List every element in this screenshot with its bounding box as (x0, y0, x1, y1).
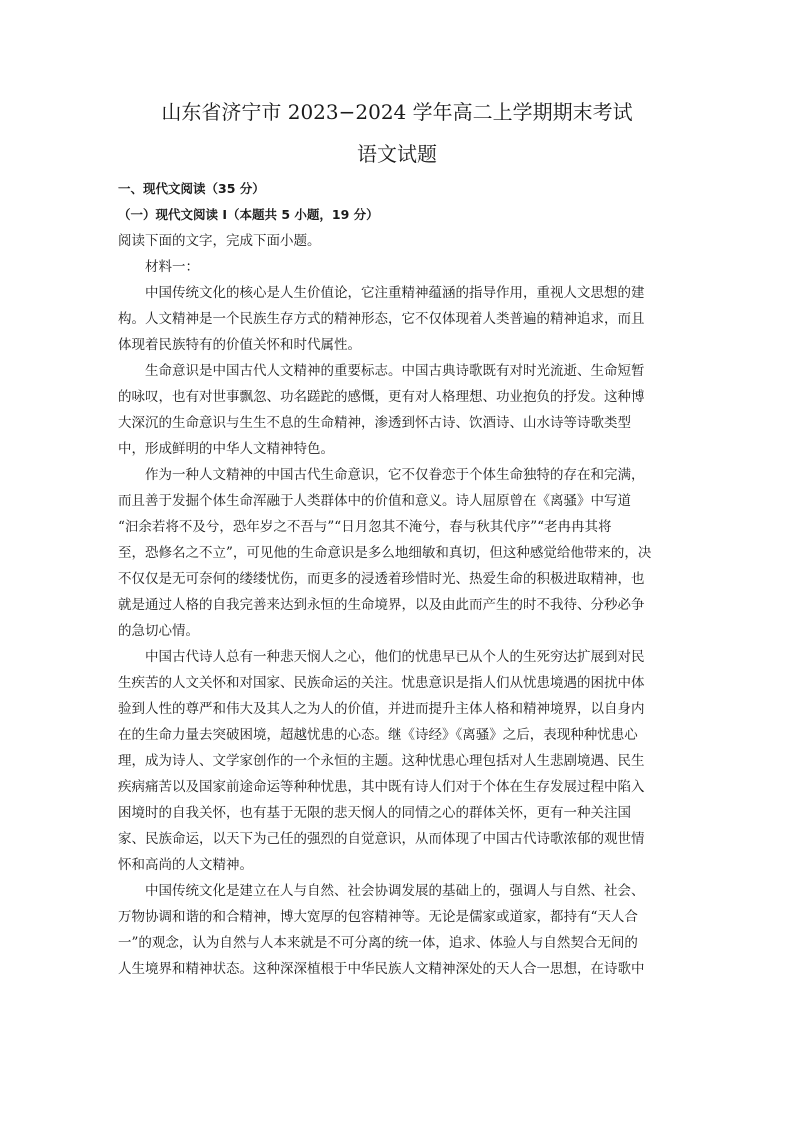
text-line: 构。人文精神是一个民族生存方式的精神形态，它不仅体现着人类普遍的精神追求，而且 (118, 311, 645, 327)
text-line: 不仅仅是无可奈何的缕缕忧伤，而更多的浸透着珍惜时光、热爱生命的积极进取精神，也 (118, 571, 645, 587)
text-line: 中，形成鲜明的中华人文精神特色。 (118, 441, 334, 457)
material-text (118, 280, 678, 982)
document-subtitle: 语文试题 (357, 142, 437, 166)
paragraph (118, 878, 678, 982)
text-line: 万物协调和谐的和合精神，博大宽厚的包容精神等。无论是儒家或道家，都持有“天人合 (118, 909, 638, 925)
text-line: 中国古代诗人总有一种悲天悯人之心，他们的忧患早已从个人的生死穷达扩展到对民 (145, 649, 645, 665)
text-line: 验到人性的尊严和伟大及其人之为人的价值，并进而提升主体人格和精神境界，以自身内 (118, 701, 645, 717)
reading-instruction: 阅读下面的文字，完成下面小题。 (118, 233, 321, 249)
text-line: 在的生命力量去突破困境，超越忧患的心态。继《诗经》《离骚》之后，表现种种忧患心 (118, 727, 638, 743)
text-line: 而且善于发掘个体生命浑融于人类群体中的价值和意义。诗人屈原曾在《离骚》中写道 (118, 493, 631, 509)
subsection-heading: （一）现代文阅读 I（本题共 5 小题，19 分） (118, 207, 379, 222)
text-line: 生命意识是中国古代人文精神的重要标志。中国古典诗歌既有对时光流逝、生命短暂 (145, 363, 645, 379)
text-line: 人生境界和精神状态。这种深深植根于中华民族人文精神深处的天人合一思想，在诗歌中 (118, 961, 645, 977)
text-line: 至，恐修名之不立”，可见他的生命意识是多么地细敏和真切，但这种感觉给他带来的，决 (118, 545, 652, 561)
text-line: 体现着民族特有的价值关怀和时代属性。 (118, 337, 361, 353)
document-body (118, 176, 678, 982)
text-line: 疾病痛苦以及国家前途命运等种种忧患，其中既有诗人们对于个体在生存发展过程中陷入 (118, 779, 645, 795)
paragraph (118, 644, 678, 878)
material-label: 材料一： (145, 259, 199, 275)
text-line: 生疾苦的人文关怀和对国家、民族命运的关注。忧患意识是指人们从忧患境遇的困扰中体 (118, 675, 645, 691)
paragraph (118, 358, 678, 462)
text-line: 大深沉的生命意识与生生不息的生命精神，渗透到怀古诗、饮酒诗、山水诗等诗歌类型 (118, 415, 631, 431)
paragraph (118, 280, 678, 358)
text-line: 就是通过人格的自我完善来达到永恒的生命境界，以及由此而产生的时不我待、分秒必争 (118, 597, 645, 613)
text-line: 困境时的自我关怀，也有基于无限的悲天悯人的同情之心的群体关怀，更有一种关注国 (118, 805, 631, 821)
text-line: 中国传统文化是建立在人与自然、社会协调发展的基础上的，强调人与自然、社会、 (145, 883, 645, 899)
text-line: 理，成为诗人、文学家创作的一个永恒的主题。这种忧患心理包括对人生悲剧境遇、民生 (118, 753, 645, 769)
text-line: 作为一种人文精神的中国古代生命意识，它不仅眷恋于个体生命独特的存在和完满， (145, 467, 645, 483)
text-line: 家、民族命运，以天下为己任的强烈的自觉意识，从而体现了中国古代诗歌浓郁的观世情 (118, 831, 645, 847)
document-title: 山东省济宁市 2023−2024 学年高二上学期期末考试 (161, 100, 633, 124)
text-line: 中国传统文化的核心是人生价值论，它注重精神蕴涵的指导作用，重视人文思想的建 (145, 285, 645, 301)
text-line: 的急切心情。 (118, 623, 199, 639)
text-line: 一”的观念，认为自然与人本来就是不可分离的统一体，追求、体验人与自然契合无间的 (118, 935, 638, 951)
text-line: “汩余若将不及兮，恐年岁之不吾与”“日月忽其不淹兮，春与秋其代序”“老冉冉其将 (118, 519, 612, 535)
text-line: 怀和高尚的人文精神。 (118, 857, 253, 873)
section-heading: 一、现代文阅读（35 分） (118, 181, 265, 196)
text-line: 的咏叹，也有对世事飘忽、功名蹉跎的感慨，更有对人格理想、功业抱负的抒发。这种博 (118, 389, 645, 405)
paragraph (118, 462, 678, 644)
